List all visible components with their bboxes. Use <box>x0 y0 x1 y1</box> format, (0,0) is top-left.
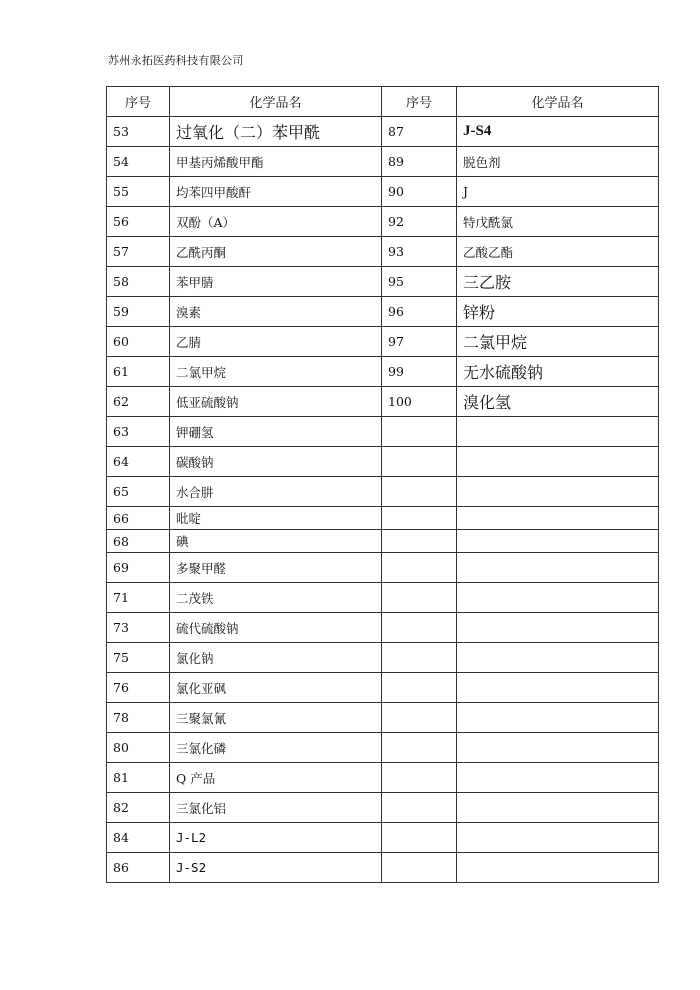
row-number <box>382 823 457 853</box>
row-number: 93 <box>382 237 457 267</box>
table-row <box>107 823 659 853</box>
row-number: 65 <box>107 477 170 507</box>
row-number: 81 <box>107 763 170 793</box>
row-number: 55 <box>107 177 170 207</box>
table-row <box>107 673 659 703</box>
table-row <box>107 853 659 883</box>
chemical-name: 二氯甲烷 <box>457 327 659 357</box>
table-row <box>107 417 659 447</box>
chemical-name: 乙酸乙酯 <box>457 237 659 267</box>
chemical-table <box>106 86 659 883</box>
chemical-name <box>457 530 659 553</box>
row-number: 54 <box>107 147 170 177</box>
company-header: 苏州永拓医药科技有限公司 <box>108 54 244 67</box>
table-row <box>107 793 659 823</box>
chemical-name <box>457 447 659 477</box>
table-row <box>107 447 659 477</box>
chemical-name <box>457 553 659 583</box>
chemical-name <box>457 823 659 853</box>
chemical-name: 过氧化（二）苯甲酰 <box>170 117 382 147</box>
row-number: 64 <box>107 447 170 477</box>
chemical-name: 溴素 <box>170 297 382 327</box>
row-number: 69 <box>107 553 170 583</box>
chemical-name: 溴化氢 <box>457 387 659 417</box>
chemical-name: 低亚硫酸钠 <box>170 387 382 417</box>
chemical-name: 无水硫酸钠 <box>457 357 659 387</box>
row-number <box>382 793 457 823</box>
chemical-name: 双酚（A） <box>170 207 382 237</box>
chemical-name: 碳酸钠 <box>170 447 382 477</box>
table-row <box>107 477 659 507</box>
chemical-name: 水合肼 <box>170 477 382 507</box>
row-number <box>382 447 457 477</box>
table-row <box>107 117 659 147</box>
chemical-name <box>457 673 659 703</box>
row-number: 75 <box>107 643 170 673</box>
table-row <box>107 613 659 643</box>
chemical-name: 乙腈 <box>170 327 382 357</box>
chemical-name: 特戊酰氯 <box>457 207 659 237</box>
row-number: 63 <box>107 417 170 447</box>
col-header-name-left: 化学品名 <box>170 87 382 117</box>
chemical-name <box>457 507 659 530</box>
chemical-name: 二茂铁 <box>170 583 382 613</box>
row-number: 60 <box>107 327 170 357</box>
chemical-name: 吡啶 <box>170 507 382 530</box>
row-number: 58 <box>107 267 170 297</box>
chemical-name <box>457 583 659 613</box>
table-row <box>107 237 659 267</box>
row-number <box>382 733 457 763</box>
row-number: 100 <box>382 387 457 417</box>
chemical-name: J-S2 <box>170 853 382 883</box>
row-number: 61 <box>107 357 170 387</box>
table-row <box>107 553 659 583</box>
chemical-name: 苯甲腈 <box>170 267 382 297</box>
chemical-name: 氯化钠 <box>170 643 382 673</box>
table-row <box>107 267 659 297</box>
chemical-name: 氯化亚砜 <box>170 673 382 703</box>
table-row <box>107 177 659 207</box>
row-number <box>382 613 457 643</box>
row-number <box>382 553 457 583</box>
row-number: 99 <box>382 357 457 387</box>
row-number: 66 <box>107 507 170 530</box>
row-number: 95 <box>382 267 457 297</box>
row-number: 97 <box>382 327 457 357</box>
row-number: 73 <box>107 613 170 643</box>
table-row <box>107 387 659 417</box>
row-number: 84 <box>107 823 170 853</box>
table-row <box>107 327 659 357</box>
chemical-name: 三乙胺 <box>457 267 659 297</box>
chemical-name: 硫代硫酸钠 <box>170 613 382 643</box>
table-row <box>107 357 659 387</box>
row-number <box>382 853 457 883</box>
row-number: 92 <box>382 207 457 237</box>
table-row <box>107 763 659 793</box>
row-number <box>382 477 457 507</box>
row-number: 86 <box>107 853 170 883</box>
row-number: 59 <box>107 297 170 327</box>
row-number <box>382 643 457 673</box>
row-number <box>382 703 457 733</box>
chemical-name: 锌粉 <box>457 297 659 327</box>
chemical-name <box>457 733 659 763</box>
col-header-no-right: 序号 <box>382 87 457 117</box>
row-number: 96 <box>382 297 457 327</box>
row-number <box>382 530 457 553</box>
chemical-name: 乙酰丙酮 <box>170 237 382 267</box>
row-number: 62 <box>107 387 170 417</box>
col-header-name-right: 化学品名 <box>457 87 659 117</box>
row-number <box>382 583 457 613</box>
chemical-name <box>457 703 659 733</box>
chemical-name <box>457 613 659 643</box>
chemical-name: J-L2 <box>170 823 382 853</box>
row-number <box>382 507 457 530</box>
chemical-name: 三聚氯氰 <box>170 703 382 733</box>
row-number: 53 <box>107 117 170 147</box>
chemical-name: 脱色剂 <box>457 147 659 177</box>
row-number <box>382 763 457 793</box>
table-row <box>107 643 659 673</box>
row-number: 57 <box>107 237 170 267</box>
table-row <box>107 207 659 237</box>
row-number <box>382 417 457 447</box>
table-row <box>107 733 659 763</box>
row-number: 78 <box>107 703 170 733</box>
chemical-name: 均苯四甲酸酐 <box>170 177 382 207</box>
chemical-name: 二氯甲烷 <box>170 357 382 387</box>
chemical-name: 钾硼氢 <box>170 417 382 447</box>
row-number: 80 <box>107 733 170 763</box>
chemical-name: J <box>457 177 659 207</box>
col-header-no-left: 序号 <box>107 87 170 117</box>
table-row <box>107 703 659 733</box>
chemical-name <box>457 853 659 883</box>
chemical-name <box>457 763 659 793</box>
table-row <box>107 297 659 327</box>
row-number: 89 <box>382 147 457 177</box>
chemical-name: 多聚甲醛 <box>170 553 382 583</box>
chemical-name: 三氯化铝 <box>170 793 382 823</box>
chemical-name <box>457 643 659 673</box>
row-number: 87 <box>382 117 457 147</box>
chemical-name: 三氯化磷 <box>170 733 382 763</box>
table-row <box>107 530 659 553</box>
row-number <box>382 673 457 703</box>
chemical-name: 碘 <box>170 530 382 553</box>
row-number: 76 <box>107 673 170 703</box>
row-number: 56 <box>107 207 170 237</box>
table-row <box>107 147 659 177</box>
chemical-name <box>457 417 659 447</box>
row-number: 82 <box>107 793 170 823</box>
chemical-name: Q 产品 <box>170 763 382 793</box>
chemical-name <box>457 477 659 507</box>
row-number: 90 <box>382 177 457 207</box>
chemical-name: J-S4 <box>457 117 659 147</box>
table-header-row <box>107 87 659 117</box>
chemical-name: 甲基丙烯酸甲酯 <box>170 147 382 177</box>
row-number: 71 <box>107 583 170 613</box>
table-row <box>107 507 659 530</box>
table-row <box>107 583 659 613</box>
row-number: 68 <box>107 530 170 553</box>
chemical-name <box>457 793 659 823</box>
